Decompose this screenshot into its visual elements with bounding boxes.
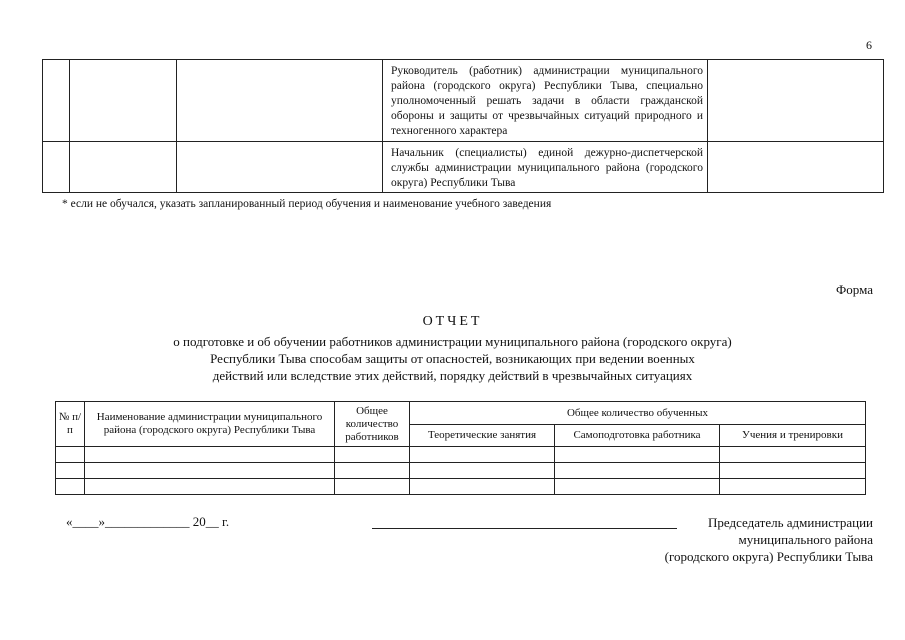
table-cell	[335, 447, 410, 463]
table-cell	[56, 479, 85, 495]
table-cell	[56, 447, 85, 463]
table-cell	[70, 60, 177, 142]
table-row	[43, 142, 884, 193]
table-cell	[335, 479, 410, 495]
header-num: № п/п	[56, 402, 85, 447]
table-cell	[555, 479, 720, 495]
table-cell	[720, 447, 866, 463]
table-cell	[708, 60, 884, 142]
table-cell	[43, 142, 70, 193]
table-cell	[410, 463, 555, 479]
table-row	[56, 463, 866, 479]
table-cell	[410, 479, 555, 495]
report-title: ОТЧЕТ	[422, 314, 483, 329]
table-cell	[555, 463, 720, 479]
header-trained-group: Общее количество обученных	[410, 402, 866, 425]
page-number: 6	[866, 38, 872, 52]
table-cell	[720, 463, 866, 479]
table-cell	[335, 463, 410, 479]
table-cell	[555, 447, 720, 463]
table-cell	[43, 60, 70, 142]
table-header-row	[56, 402, 866, 425]
position-line: муниципального района	[738, 532, 873, 547]
table-row	[56, 479, 866, 495]
position-cell: Начальник (специалисты) единой дежурно-диспетчерской службы администрации муниципального района (городского округа) Республики Тыва	[383, 142, 708, 193]
position-line: (городского округа) Республики Тыва	[664, 549, 873, 564]
header-total-workers: Общее количество работников	[335, 402, 410, 447]
table-cell	[85, 447, 335, 463]
continuation-table	[42, 59, 884, 193]
position-cell: Руководитель (работник) администрации муниципального района (городского округа) Республики Тыва, специально уполномоченный решать задачи в области гражданской обороны и защиты от чрезвычайных ситуаций природного и техногенного характера	[383, 60, 708, 142]
signatory-position	[613, 514, 873, 565]
signature-date: «____»_____________ 20__ г.	[66, 514, 230, 529]
subtitle-line: о подготовке и об обучении работников администрации муниципального района (городского округа)	[173, 334, 732, 349]
table-cell	[85, 479, 335, 495]
subtitle-line: Республики Тыва способам защиты от опасностей, возникающих при ведении военных	[210, 351, 695, 366]
table-cell	[177, 142, 383, 193]
header-admin-name: Наименование администрации муниципального района (городского округа) Республики Тыва	[85, 402, 335, 447]
header-exercises: Учения и тренировки	[720, 425, 866, 447]
table-cell	[85, 463, 335, 479]
table-cell	[177, 60, 383, 142]
footnote: * если не обучался, указать запланированный период обучения и наименование учебного заведения	[62, 198, 552, 210]
table-cell	[708, 142, 884, 193]
header-theory: Теоретические занятия	[410, 425, 555, 447]
header-self-study: Самоподготовка работника	[555, 425, 720, 447]
report-table	[55, 401, 866, 495]
report-subtitle	[60, 333, 845, 384]
subtitle-line: действий или вследствие этих действий, порядку действий в чрезвычайных ситуациях	[212, 368, 693, 383]
form-label: Форма	[836, 282, 873, 297]
position-line: Председатель администрации	[707, 515, 873, 530]
table-cell	[70, 142, 177, 193]
table-cell	[720, 479, 866, 495]
table-cell	[410, 447, 555, 463]
table-row	[56, 447, 866, 463]
table-row	[43, 60, 884, 142]
table-cell	[56, 463, 85, 479]
